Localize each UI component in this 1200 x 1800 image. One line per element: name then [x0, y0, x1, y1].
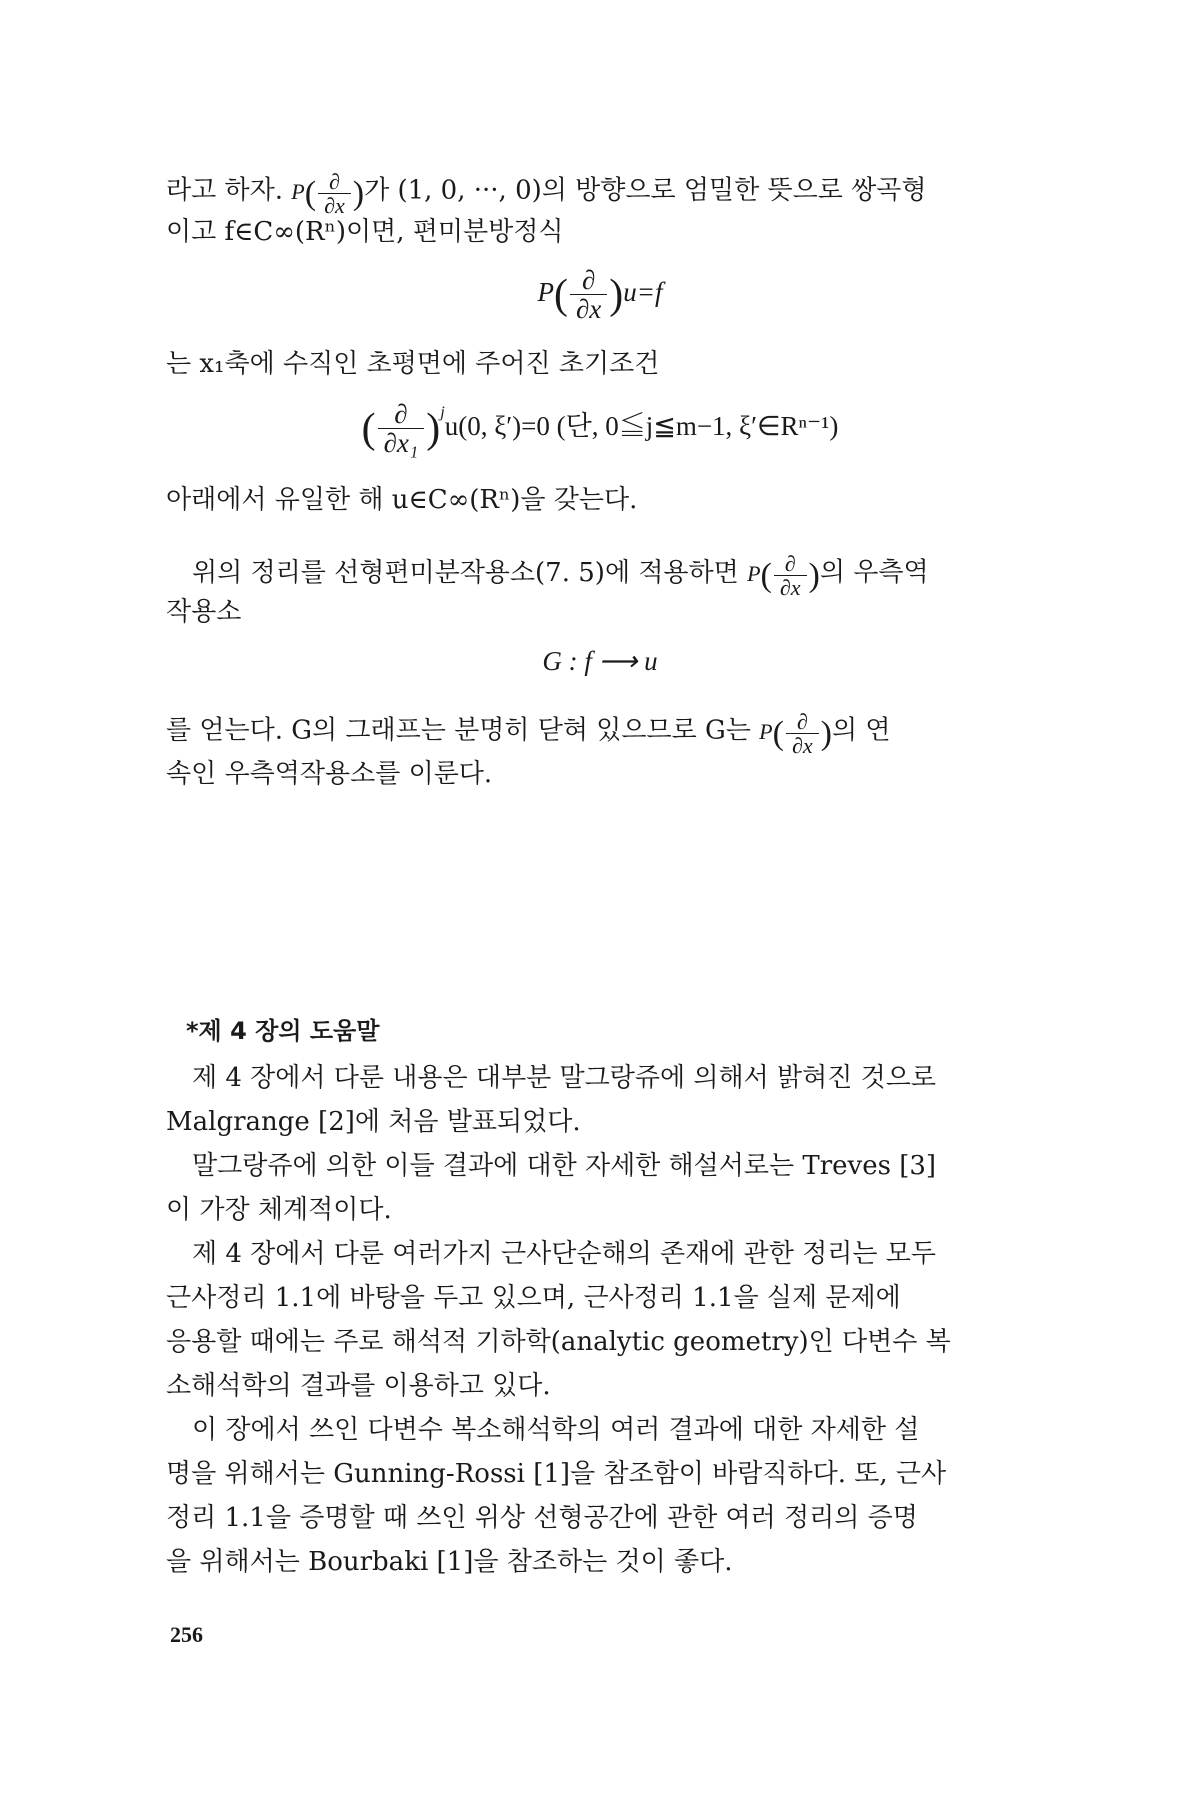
note-p3-line-2: 근사정리 1.1에 바탕을 두고 있으며, 근사정리 1.1을 실제 문제에 — [166, 1283, 901, 1313]
note-p4-line-2: 명을 위해서는 Gunning-Rossi [1]을 참조함이 바람직하다. 또, 근사 — [166, 1459, 947, 1489]
note-p3-line-3: 응용할 때에는 주로 해석적 기하학(analytic geometry)인 다변수 복 — [166, 1327, 951, 1357]
note-p1-line-2: Malgrange [2]에 처음 발표되었다. — [166, 1107, 581, 1137]
note-p2-line-1: 말그랑쥬에 의한 이들 결과에 대한 자세한 해설서로는 Treves [3] — [192, 1151, 937, 1181]
operator-P: P( $\frac{\partial}{\partial x}$ ) — [759, 709, 832, 759]
text-line-10 — [166, 710, 1026, 757]
text-line-11: 속인 우측역작용소를 이룬다. — [166, 759, 493, 789]
text-fragment: 를 얻는다. G의 그래프는 분명히 닫혀 있으므로 G는 — [166, 715, 751, 746]
text-fragment: 의 우측역 — [819, 557, 929, 588]
text-line-6: 아래에서 유일한 해 u∈C∞(Rⁿ)을 갖는다. — [166, 485, 638, 515]
operator-P: P( $\frac{\partial}{\partial x}$ ) — [747, 551, 820, 601]
notes-heading: *제 4 장의 도움말 — [186, 1017, 380, 1045]
operator-P: P( $\frac{\partial}{\partial x}$ ) — [291, 169, 365, 219]
text-line-8: 작용소 — [166, 597, 242, 627]
text-fragment: 라고 하자. — [166, 175, 283, 206]
equation-1: P( $\frac{\partial}{\partial x}$ )u=f — [537, 265, 663, 325]
page-number: 256 — [170, 1622, 203, 1647]
note-p3-line-1: 제 4 장에서 다룬 여러가지 근사단순해의 존재에 관한 정리는 모두 — [192, 1239, 936, 1269]
note-p4-line-1: 이 장에서 쓰인 다변수 복소해석학의 여러 결과에 대한 자세한 설 — [192, 1415, 920, 1445]
equation-2: ( $\frac{\partial}{\text{∂x₁}}$ )$^j$u(0, ξ′)=0 (단, 0≦j≦m−1, ξ′∈Rⁿ⁻¹) — [361, 399, 839, 459]
equation-3: G : f ⟶ u — [542, 646, 658, 676]
text-fragment: 의 연 — [831, 715, 891, 746]
note-p4-line-3: 정리 1.1을 증명할 때 쓰인 위상 선형공간에 관한 여러 정리의 증명 — [166, 1503, 918, 1533]
text-fragment: 위의 정리를 선형편미분작용소(7. 5)에 적용하면 — [192, 557, 739, 588]
text-line-4: 는 x₁축에 수직인 초평면에 주어진 초기조건 — [166, 349, 660, 379]
note-p3-line-4: 소해석학의 결과를 이용하고 있다. — [166, 1371, 551, 1401]
text-fragment: 가 (1, 0, ···, 0)의 방향으로 엄밀한 뜻으로 쌍곡형 — [364, 175, 927, 206]
text-line-2: 이고 f∈C∞(Rⁿ)이면, 편미분방정식 — [166, 217, 564, 247]
text-line-1 — [166, 170, 1026, 217]
note-p2-line-2: 이 가장 체계적이다. — [166, 1195, 392, 1225]
note-p4-line-4: 을 위해서는 Bourbaki [1]을 참조하는 것이 좋다. — [166, 1547, 733, 1577]
text-line-7 — [166, 552, 1026, 599]
note-p1-line-1: 제 4 장에서 다룬 내용은 대부분 말그랑쥬에 의해서 밝혀진 것으로 — [192, 1063, 936, 1093]
